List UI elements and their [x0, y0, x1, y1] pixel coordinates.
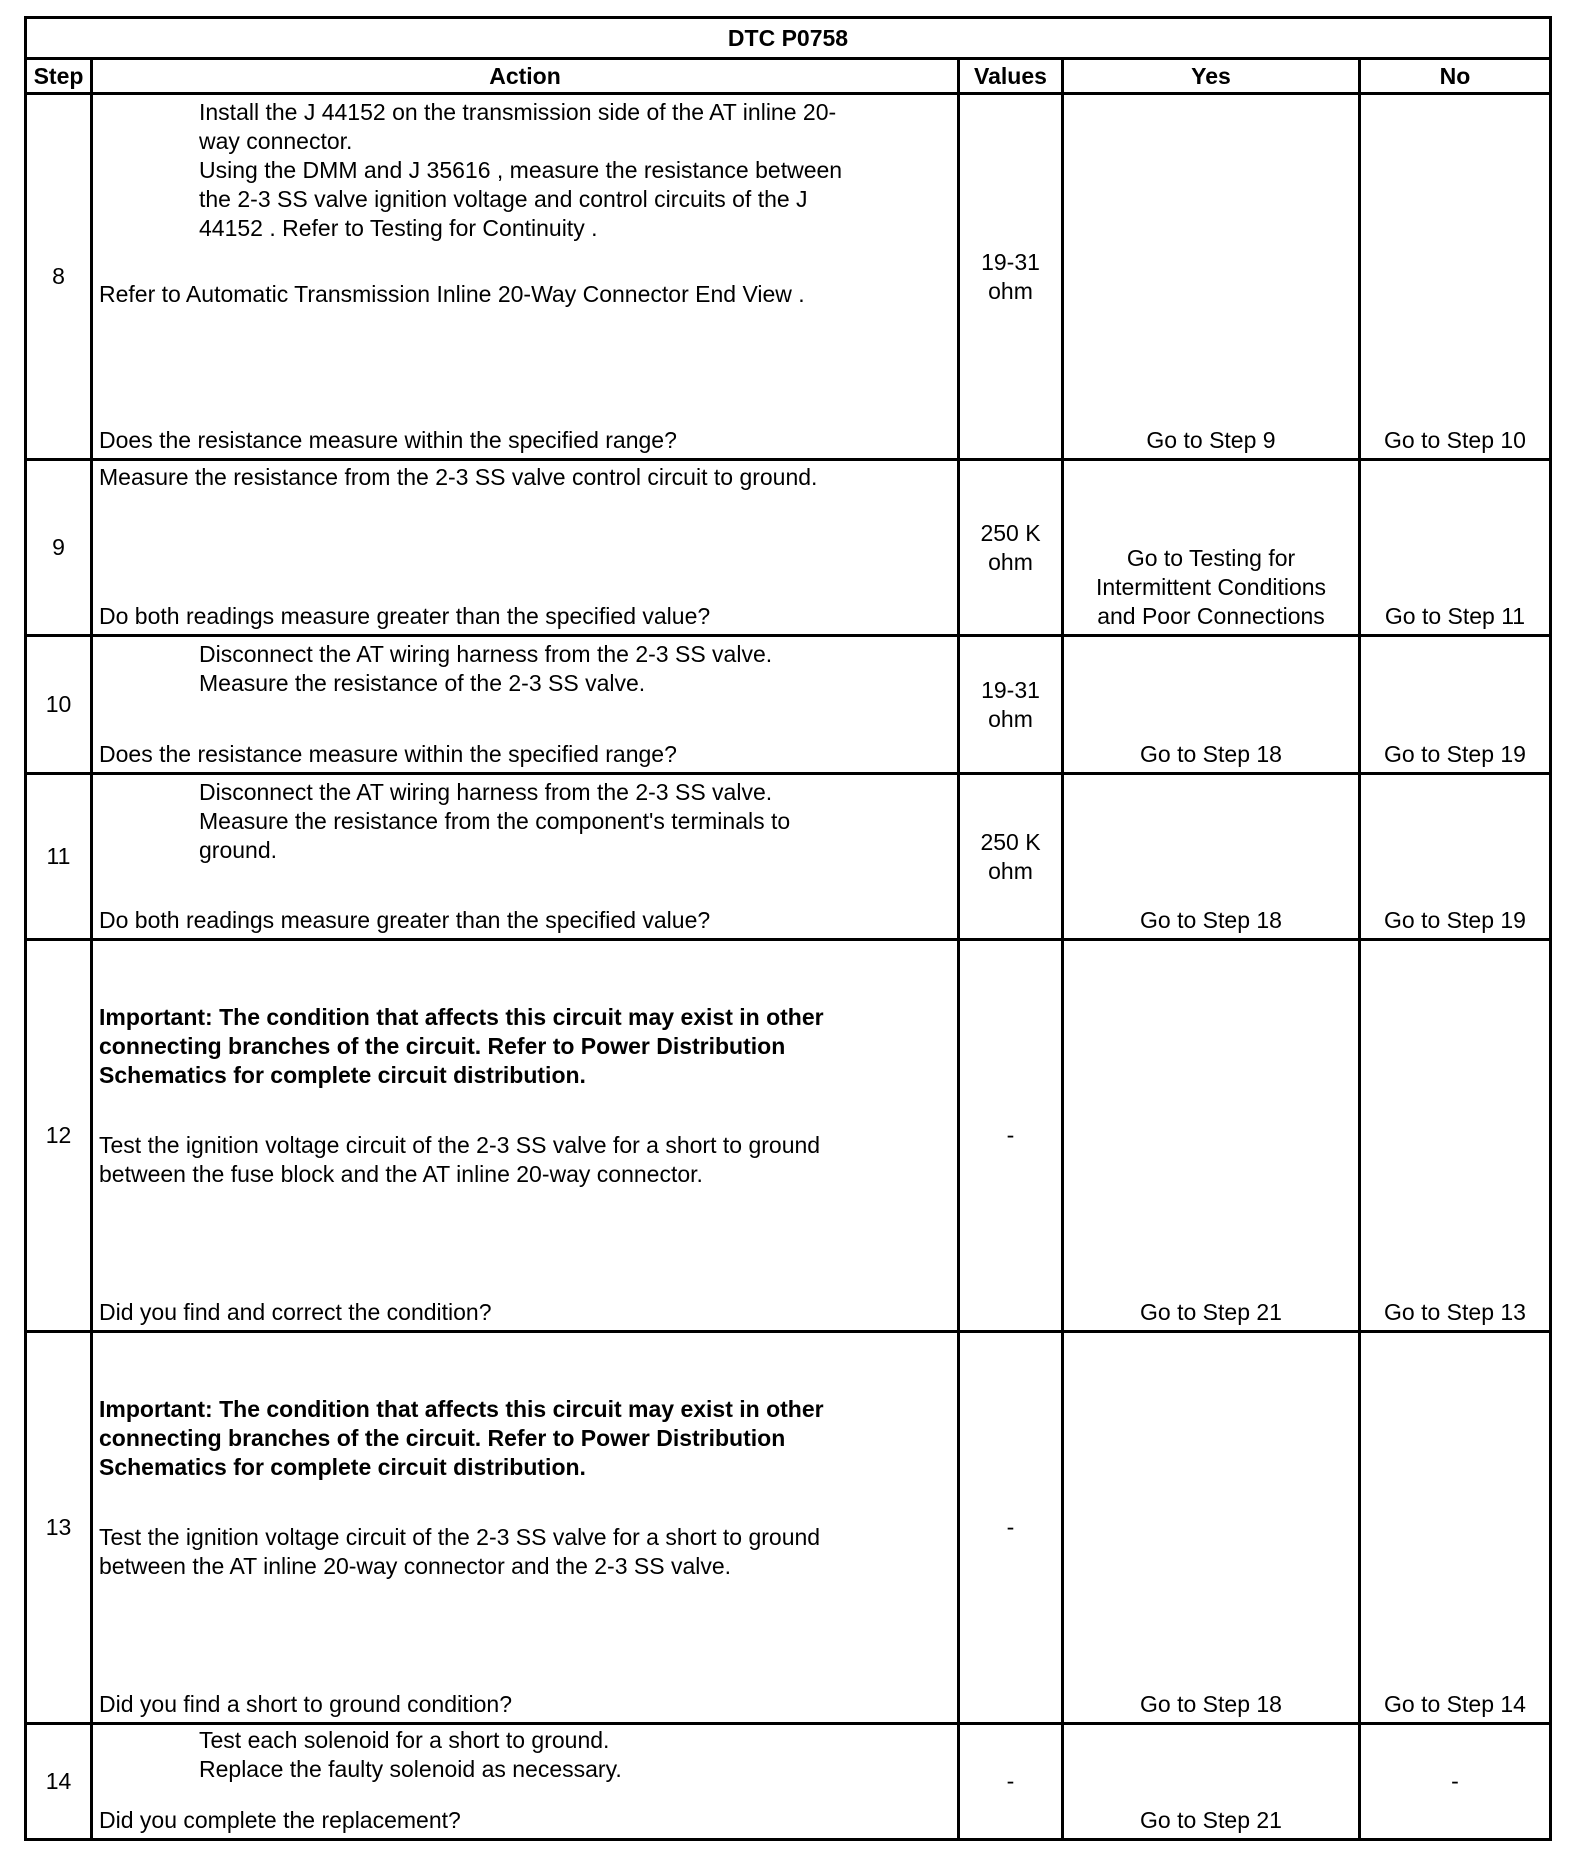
action-question: Does the resistance measure within the specified range?: [99, 427, 677, 453]
important-note: [99, 1395, 951, 1482]
no-cell: [1361, 637, 1549, 772]
action-cell: [93, 775, 957, 938]
test-line: Test the ignition voltage circuit of the 2-3 SS valve for a short to ground: [99, 1524, 821, 1550]
table-row: [27, 634, 1549, 772]
no-cell: [1361, 461, 1549, 634]
action-question: Do both readings measure greater than the specified value?: [99, 907, 711, 933]
table-row: [27, 772, 1549, 938]
step-number: 11: [46, 843, 71, 869]
value-unit: ohm: [988, 548, 1033, 575]
step-number: 9: [52, 534, 65, 560]
action-line: Measure the resistance of the 2-3 SS valve.: [199, 670, 646, 696]
test-line: between the fuse block and the AT inline 20-way connector.: [99, 1161, 703, 1187]
step-number: 8: [52, 263, 65, 289]
action-line: 44152 . Refer to Testing for Continuity .: [199, 215, 598, 241]
action-line: Test each solenoid for a short to ground.: [199, 1727, 610, 1753]
action-question: Did you find and correct the condition?: [99, 1299, 492, 1325]
action-cell: [93, 461, 957, 634]
step-number: 10: [45, 691, 72, 717]
no-cell: -: [1451, 1768, 1459, 1794]
value-unit: ohm: [988, 277, 1033, 304]
action-line: Disconnect the AT wiring harness from the 2-3 SS valve.: [199, 641, 773, 667]
no-result: Go to Step 19: [1384, 741, 1526, 767]
action-question: Do both readings measure greater than the specified value?: [99, 603, 711, 629]
yes-result: Go to Step 21: [1140, 1299, 1282, 1325]
values-cell: [960, 461, 1061, 634]
value-range: 19-31: [981, 676, 1040, 703]
yes-result: Go to Step 21: [1140, 1807, 1282, 1833]
yes-line: Go to Testing for: [1126, 545, 1296, 571]
action-question: Does the resistance measure within the specified range?: [99, 741, 677, 767]
action-cell: [93, 941, 957, 1330]
values-cell: -: [1006, 1514, 1015, 1540]
test-instruction: [99, 1523, 951, 1581]
yes-cell: [1064, 1333, 1358, 1722]
no-result: Go to Step 11: [1384, 603, 1526, 629]
values-cell: -: [1006, 1122, 1015, 1148]
header-action: Action: [489, 63, 561, 89]
test-line: between the AT inline 20-way connector and the 2-3 SS valve.: [99, 1553, 732, 1579]
step-number: 12: [45, 1122, 72, 1148]
yes-line: and Poor Connections: [1097, 603, 1325, 629]
no-cell: [1361, 1333, 1549, 1722]
important-line: connecting branches of the circuit. Refer to Power Distribution: [99, 1425, 786, 1451]
header-step: Step: [33, 63, 84, 89]
header-values: Values: [974, 63, 1047, 89]
action-line: Disconnect the AT wiring harness from the 2-3 SS valve.: [199, 779, 773, 805]
important-line: Schematics for complete circuit distribution.: [99, 1062, 586, 1088]
action-line: Using the DMM and J 35616 , measure the resistance between: [199, 157, 843, 183]
no-result: Go to Step 19: [1384, 907, 1526, 933]
no-result: Go to Step 13: [1384, 1299, 1526, 1325]
table-row: [27, 458, 1549, 634]
table-title-row: [27, 19, 1549, 57]
yes-cell: [1064, 775, 1358, 938]
action-line: Replace the faulty solenoid as necessary.: [199, 1756, 622, 1782]
table-row: [27, 1330, 1549, 1722]
yes-cell: [1064, 637, 1358, 772]
values-cell: [960, 95, 1061, 458]
diagnostic-table: [24, 16, 1552, 1841]
value-range: 250 K: [980, 519, 1041, 546]
no-result: Go to Step 10: [1384, 427, 1526, 453]
header-yes: Yes: [1191, 63, 1231, 89]
action-line: the 2-3 SS valve ignition voltage and control circuits of the J: [199, 186, 808, 212]
action-cell: [93, 1333, 957, 1722]
values-cell: [960, 637, 1061, 772]
action-cell: [93, 1725, 957, 1838]
test-instruction: [99, 1131, 951, 1189]
no-cell: [1361, 941, 1549, 1330]
yes-line: Intermittent Conditions: [1095, 574, 1327, 600]
yes-result: Go to Step 18: [1140, 741, 1282, 767]
action-line: ground.: [199, 837, 278, 863]
value-range: 250 K: [980, 828, 1041, 855]
table-row: [27, 92, 1549, 458]
important-line: connecting branches of the circuit. Refer to Power Distribution: [99, 1033, 786, 1059]
test-line: Test the ignition voltage circuit of the 2-3 SS valve for a short to ground: [99, 1132, 821, 1158]
yes-cell: [1064, 461, 1358, 634]
value-unit: ohm: [988, 857, 1033, 884]
important-line: Important: The condition that affects this circuit may exist in other: [99, 1396, 824, 1422]
action-line: Measure the resistance from the component's terminals to: [199, 808, 791, 834]
important-line: Schematics for complete circuit distribution.: [99, 1454, 586, 1480]
step-number: 13: [45, 1514, 72, 1540]
important-line: Important: The condition that affects this circuit may exist in other: [99, 1004, 824, 1030]
header-no: No: [1439, 63, 1471, 89]
action-cell: [93, 637, 957, 772]
table-header-row: [27, 57, 1549, 92]
no-cell: [1361, 95, 1549, 458]
action-line: Measure the resistance from the 2-3 SS valve control circuit to ground.: [99, 464, 818, 490]
no-cell: [1361, 775, 1549, 938]
value-unit: ohm: [988, 705, 1033, 732]
yes-cell: [1064, 941, 1358, 1330]
action-line: Install the J 44152 on the transmission side of the AT inline 20-: [199, 99, 837, 125]
action-line: way connector.: [199, 128, 353, 154]
yes-result: Go to Step 9: [1146, 427, 1276, 453]
important-note: [99, 1003, 951, 1090]
step-number: 14: [45, 1768, 72, 1794]
action-question: Did you find a short to ground condition?: [99, 1691, 512, 1717]
action-reference: Refer to Automatic Transmission Inline 20-Way Connector End View .: [99, 281, 805, 307]
action-cell: [93, 95, 957, 458]
values-cell: -: [1006, 1768, 1015, 1794]
action-question: Did you complete the replacement?: [99, 1807, 461, 1833]
table-row: [27, 938, 1549, 1330]
yes-result: [1096, 544, 1326, 634]
yes-result: Go to Step 18: [1140, 907, 1282, 933]
value-range: 19-31: [981, 248, 1040, 275]
yes-result: Go to Step 18: [1140, 1691, 1282, 1717]
table-row: [27, 1722, 1549, 1838]
table-title: DTC P0758: [727, 25, 849, 51]
yes-cell: [1064, 1725, 1358, 1838]
yes-cell: [1064, 95, 1358, 458]
no-result: Go to Step 14: [1384, 1691, 1526, 1717]
values-cell: [960, 775, 1061, 938]
